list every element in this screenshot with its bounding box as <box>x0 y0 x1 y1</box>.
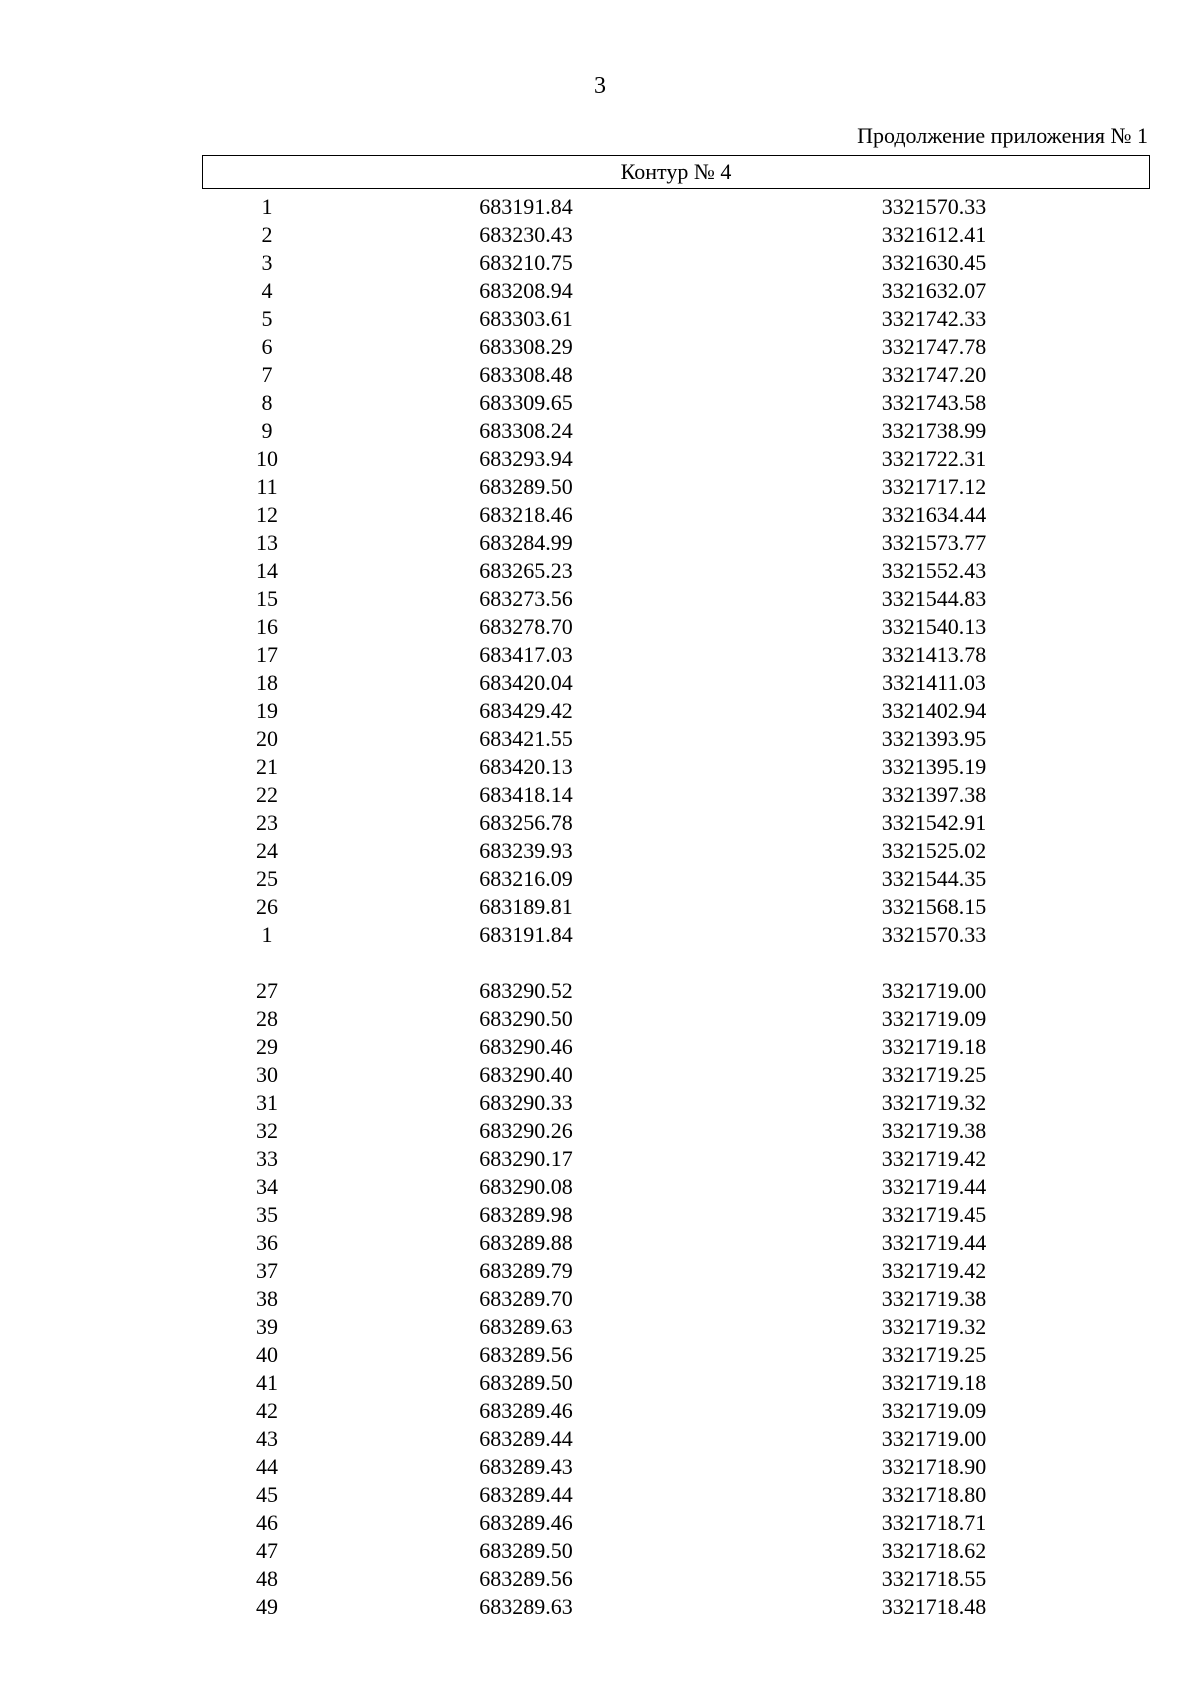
coord-x: 683293.94 <box>479 446 573 471</box>
table-row <box>0 893 1200 921</box>
table-row <box>0 1285 1200 1313</box>
coord-x: 683273.56 <box>479 586 573 611</box>
point-number: 9 <box>261 418 273 443</box>
point-number: 47 <box>256 1538 278 1563</box>
coord-y: 3321568.15 <box>881 894 987 919</box>
coord-y: 3321402.94 <box>881 698 987 723</box>
coord-x: 683308.24 <box>479 418 573 443</box>
point-number: 27 <box>256 978 278 1003</box>
coord-y: 3321738.99 <box>881 418 987 443</box>
coord-y: 3321719.09 <box>881 1398 987 1423</box>
table-row <box>0 501 1200 529</box>
point-number: 21 <box>256 754 278 779</box>
coord-x: 683189.81 <box>479 894 573 919</box>
table-row <box>0 1593 1200 1621</box>
table-row <box>0 529 1200 557</box>
coord-y: 3321634.44 <box>881 502 987 527</box>
table-row <box>0 361 1200 389</box>
coord-y: 3321544.83 <box>881 586 987 611</box>
point-number: 48 <box>256 1566 278 1591</box>
point-number: 38 <box>256 1286 278 1311</box>
coord-y: 3321719.44 <box>881 1174 987 1199</box>
table-row <box>0 1565 1200 1593</box>
table-row <box>0 1005 1200 1033</box>
table-row <box>0 389 1200 417</box>
point-number: 24 <box>256 838 278 863</box>
table-row <box>0 333 1200 361</box>
coord-y: 3321397.38 <box>881 782 987 807</box>
table-row <box>0 445 1200 473</box>
point-number: 35 <box>256 1202 278 1227</box>
coordinates-table <box>0 193 1200 1621</box>
coord-x: 683289.88 <box>479 1230 573 1255</box>
coord-y: 3321718.71 <box>881 1510 987 1535</box>
coord-x: 683289.50 <box>479 1370 573 1395</box>
coord-x: 683308.29 <box>479 334 573 359</box>
contour-header: Контур № 4 <box>202 155 1150 189</box>
coord-y: 3321719.18 <box>881 1034 987 1059</box>
coord-y: 3321544.35 <box>881 866 987 891</box>
page-number: 3 <box>594 73 606 99</box>
point-number: 16 <box>256 614 278 639</box>
coord-y: 3321719.00 <box>881 978 987 1003</box>
point-number: 44 <box>256 1454 278 1479</box>
table-row <box>0 585 1200 613</box>
coord-x: 683420.04 <box>479 670 573 695</box>
table-row <box>0 1481 1200 1509</box>
coord-y: 3321717.12 <box>881 474 987 499</box>
point-number: 23 <box>256 810 278 835</box>
point-number: 37 <box>256 1258 278 1283</box>
point-number: 45 <box>256 1482 278 1507</box>
point-number: 13 <box>256 530 278 555</box>
point-number: 6 <box>261 334 273 359</box>
point-number: 43 <box>256 1426 278 1451</box>
table-row <box>0 613 1200 641</box>
coord-x: 683218.46 <box>479 502 573 527</box>
coord-x: 683191.84 <box>479 922 573 947</box>
coord-x: 683417.03 <box>479 642 573 667</box>
coord-y: 3321747.78 <box>881 334 987 359</box>
coord-x: 683289.56 <box>479 1566 573 1591</box>
table-row <box>0 1313 1200 1341</box>
table-row <box>0 809 1200 837</box>
coord-x: 683256.78 <box>479 810 573 835</box>
coord-y: 3321719.42 <box>881 1146 987 1171</box>
coord-y: 3321718.62 <box>881 1538 987 1563</box>
table-row <box>0 1145 1200 1173</box>
coord-x: 683289.46 <box>479 1398 573 1423</box>
coord-x: 683208.94 <box>479 278 573 303</box>
coord-x: 683289.98 <box>479 1202 573 1227</box>
point-number: 15 <box>256 586 278 611</box>
point-number: 30 <box>256 1062 278 1087</box>
point-number: 28 <box>256 1006 278 1031</box>
point-number: 2 <box>261 222 273 247</box>
coord-y: 3321719.18 <box>881 1370 987 1395</box>
coord-x: 683210.75 <box>479 250 573 275</box>
coord-y: 3321719.38 <box>881 1118 987 1143</box>
coord-y: 3321718.80 <box>881 1482 987 1507</box>
coord-x: 683290.52 <box>479 978 573 1003</box>
coord-x: 683290.26 <box>479 1118 573 1143</box>
point-number: 46 <box>256 1510 278 1535</box>
coord-x: 683284.99 <box>479 530 573 555</box>
coord-y: 3321722.31 <box>881 446 987 471</box>
point-number: 8 <box>261 390 273 415</box>
coord-y: 3321542.91 <box>881 810 987 835</box>
table-row <box>0 977 1200 1005</box>
point-number: 4 <box>261 278 273 303</box>
point-number: 19 <box>256 698 278 723</box>
table-row <box>0 1117 1200 1145</box>
point-number: 26 <box>256 894 278 919</box>
coord-y: 3321632.07 <box>881 278 987 303</box>
coord-y: 3321719.25 <box>881 1342 987 1367</box>
table-row <box>0 865 1200 893</box>
point-number: 42 <box>256 1398 278 1423</box>
point-number: 22 <box>256 782 278 807</box>
coord-x: 683289.70 <box>479 1286 573 1311</box>
table-row <box>0 221 1200 249</box>
coord-x: 683289.63 <box>479 1314 573 1339</box>
coord-y: 3321719.09 <box>881 1006 987 1031</box>
coord-x: 683418.14 <box>479 782 573 807</box>
table-row <box>0 1397 1200 1425</box>
coord-x: 683289.50 <box>479 1538 573 1563</box>
coord-x: 683290.33 <box>479 1090 573 1115</box>
table-row <box>0 1509 1200 1537</box>
point-number: 34 <box>256 1174 278 1199</box>
point-number: 5 <box>261 306 273 331</box>
point-number: 14 <box>256 558 278 583</box>
coord-y: 3321413.78 <box>881 642 987 667</box>
coord-y: 3321718.55 <box>881 1566 987 1591</box>
coord-y: 3321570.33 <box>881 194 987 219</box>
table-row <box>0 669 1200 697</box>
table-row <box>0 1201 1200 1229</box>
point-number: 29 <box>256 1034 278 1059</box>
table-row <box>0 837 1200 865</box>
coord-y: 3321718.48 <box>881 1594 987 1619</box>
table-row <box>0 277 1200 305</box>
coord-x: 683230.43 <box>479 222 573 247</box>
table-row <box>0 781 1200 809</box>
coord-y: 3321411.03 <box>882 670 986 695</box>
coord-x: 683289.46 <box>479 1510 573 1535</box>
coord-y: 3321743.58 <box>881 390 987 415</box>
table-row <box>0 305 1200 333</box>
coord-x: 683290.50 <box>479 1006 573 1031</box>
coord-x: 683289.43 <box>479 1454 573 1479</box>
coord-x: 683289.63 <box>479 1594 573 1619</box>
coord-y: 3321718.90 <box>881 1454 987 1479</box>
coord-x: 683265.23 <box>479 558 573 583</box>
coord-x: 683290.46 <box>479 1034 573 1059</box>
coord-x: 683420.13 <box>479 754 573 779</box>
coord-x: 683308.48 <box>479 362 573 387</box>
coord-y: 3321540.13 <box>881 614 987 639</box>
point-number: 25 <box>256 866 278 891</box>
table-row <box>0 641 1200 669</box>
coord-y: 3321395.19 <box>881 754 987 779</box>
coord-y: 3321719.00 <box>881 1426 987 1451</box>
coord-x: 683290.40 <box>479 1062 573 1087</box>
coord-y: 3321742.33 <box>881 306 987 331</box>
coord-y: 3321719.42 <box>881 1258 987 1283</box>
coord-y: 3321719.32 <box>881 1090 987 1115</box>
coord-y: 3321719.32 <box>881 1314 987 1339</box>
table-row <box>0 473 1200 501</box>
coord-y: 3321552.43 <box>881 558 987 583</box>
table-row <box>0 1341 1200 1369</box>
block-separator <box>0 949 1200 977</box>
point-number: 20 <box>256 726 278 751</box>
coord-x: 683309.65 <box>479 390 573 415</box>
table-row <box>0 921 1200 949</box>
table-row <box>0 1453 1200 1481</box>
point-number: 1 <box>261 194 273 219</box>
coord-x: 683289.44 <box>479 1426 573 1451</box>
table-row <box>0 417 1200 445</box>
coord-y: 3321612.41 <box>881 222 987 247</box>
point-number: 39 <box>256 1314 278 1339</box>
table-row <box>0 1229 1200 1257</box>
point-number: 1 <box>261 922 273 947</box>
point-number: 7 <box>261 362 273 387</box>
table-row <box>0 1537 1200 1565</box>
point-number: 41 <box>256 1370 278 1395</box>
coord-y: 3321393.95 <box>881 726 987 751</box>
coord-y: 3321525.02 <box>881 838 987 863</box>
coord-x: 683289.50 <box>479 474 573 499</box>
point-number: 17 <box>256 642 278 667</box>
coord-y: 3321719.44 <box>881 1230 987 1255</box>
point-number: 33 <box>256 1146 278 1171</box>
point-number: 11 <box>256 474 278 499</box>
coord-x: 683290.08 <box>479 1174 573 1199</box>
coord-x: 683289.79 <box>479 1258 573 1283</box>
table-row <box>0 557 1200 585</box>
coord-x: 683421.55 <box>479 726 573 751</box>
coord-y: 3321573.77 <box>881 530 987 555</box>
point-number: 40 <box>256 1342 278 1367</box>
point-number: 18 <box>256 670 278 695</box>
coord-x: 683290.17 <box>479 1146 573 1171</box>
point-number: 32 <box>256 1118 278 1143</box>
point-number: 49 <box>256 1594 278 1619</box>
coord-x: 683191.84 <box>479 194 573 219</box>
table-row <box>0 1033 1200 1061</box>
coord-y: 3321747.20 <box>881 362 987 387</box>
coord-y: 3321719.45 <box>881 1202 987 1227</box>
table-row <box>0 697 1200 725</box>
coord-x: 683278.70 <box>479 614 573 639</box>
coord-x: 683216.09 <box>479 866 573 891</box>
coord-x: 683289.56 <box>479 1342 573 1367</box>
table-row <box>0 1089 1200 1117</box>
point-number: 10 <box>256 446 278 471</box>
coord-y: 3321630.45 <box>881 250 987 275</box>
table-row <box>0 753 1200 781</box>
point-number: 12 <box>256 502 278 527</box>
point-number: 31 <box>256 1090 278 1115</box>
point-number: 36 <box>256 1230 278 1255</box>
coord-x: 683289.44 <box>479 1482 573 1507</box>
coord-y: 3321570.33 <box>881 922 987 947</box>
coord-x: 683429.42 <box>479 698 573 723</box>
table-row <box>0 725 1200 753</box>
table-row <box>0 1369 1200 1397</box>
coord-x: 683239.93 <box>479 838 573 863</box>
coord-y: 3321719.25 <box>881 1062 987 1087</box>
appendix-title: Продолжение приложения № 1 <box>857 123 1148 148</box>
coord-x: 683303.61 <box>479 306 573 331</box>
table-row <box>0 249 1200 277</box>
table-row <box>0 1257 1200 1285</box>
table-row <box>0 1173 1200 1201</box>
point-number: 3 <box>261 250 273 275</box>
table-row <box>0 1425 1200 1453</box>
table-row <box>0 1061 1200 1089</box>
coord-y: 3321719.38 <box>881 1286 987 1311</box>
table-row <box>0 193 1200 221</box>
